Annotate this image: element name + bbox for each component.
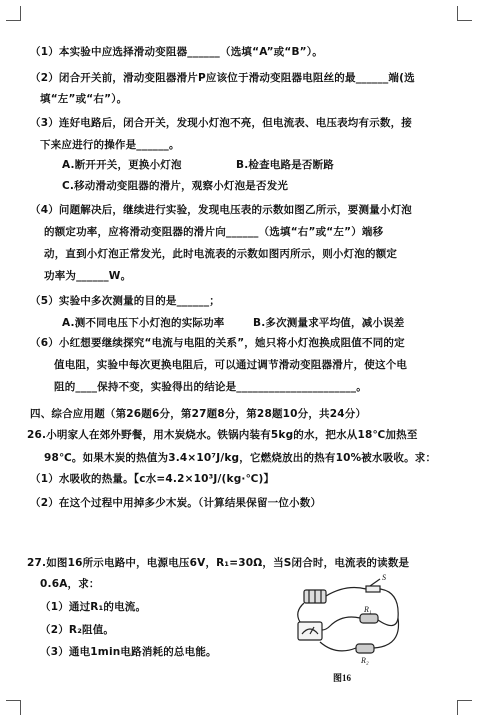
q2-text-cont: 填“左”或“右”）。 [40, 93, 128, 105]
q1-text: （1）本实验中应选择滑动变阻器______（选填“A”或“B”）。 [30, 46, 323, 58]
q26-text: 26.小明家人在郊外野餐，用木炭烧水。铁锅内装有5kg的水，把水从18℃加热至 [27, 429, 418, 441]
q3-option-b: B.检查电路是否断路 [236, 159, 334, 171]
crop-mark-bottom-left [6, 700, 21, 715]
q27-part1: （1）通过R₁的电流。 [40, 601, 147, 613]
q26-part2: （2）在这个过程中用掉多少木炭。（计算结果保留一位小数） [30, 497, 322, 509]
q27-text-cont: 0.6A，求： [40, 578, 100, 590]
q27-part2: （2）R₂阻值。 [40, 624, 115, 636]
q26-part1: （1）水吸收的热量。【c水=4.2×10³J/(kg·℃)】 [30, 473, 275, 485]
switch-icon [366, 586, 380, 592]
q3-text-cont: 下来应进行的操作是______。 [40, 139, 180, 151]
q2-text: （2）闭合开关前，滑动变阻器滑片P应该位于滑动变阻器电阻丝的最______端(选 [30, 72, 415, 84]
q27-part3: （3）通电1min电路消耗的总电能。 [40, 646, 217, 658]
q5-option-a: A.测不同电压下小灯泡的实际功率 [62, 317, 225, 329]
q3-option-c: C.移动滑动变阻器的滑片，观察小灯泡是否发光 [62, 180, 289, 192]
q27-text: 27.如图16所示电路中，电源电压6V，R₁=30Ω，当S闭合时，电流表的读数是 [27, 557, 410, 569]
q6-text: （6）小红想要继续探究“电流与电阻的关系”，她只将小灯泡换成阻值不同的定 [30, 337, 405, 349]
q4-text-cont2: 动，直到小灯泡正常发光，此时电流表的示数如图丙所示，则小灯泡的额定 [44, 248, 398, 260]
section-heading: 四、综合应用题（第26题6分，第27题8分，第28题10分，共24分） [30, 408, 367, 420]
resistor-r1-icon [360, 614, 378, 623]
resistor-r2-icon [356, 644, 374, 653]
circuit-diagram-16 [290, 570, 410, 670]
q4-text-cont1: 的额定功率，应将滑动变阻器的滑片向______（选填“右”或“左”）端移 [44, 226, 384, 238]
q6-text-cont2: 阻的____保持不变，实验得出的结论是______________________。 [54, 381, 367, 393]
q4-text-cont3: 功率为______W。 [44, 270, 132, 282]
switch-label: S [382, 573, 386, 582]
r1-label: R₁ [364, 605, 372, 614]
q4-text: （4）问题解决后，继续进行实验，发现电压表的示数如图乙所示，要测量小灯泡 [30, 204, 413, 216]
ammeter-icon [298, 622, 322, 640]
crop-mark-top-right [457, 6, 472, 21]
q5-text: （5）实验中多次测量的目的是______； [30, 295, 221, 307]
crop-mark-top-left [6, 6, 21, 21]
q26-text-cont: 98℃。如果木炭的热值为3.4×10⁷J/kg，它燃烧放出的热有10%被水吸收。求： [44, 452, 437, 464]
r2-label: R₂ [361, 656, 369, 665]
q5-option-b: B.多次测量求平均值，减小误差 [253, 317, 405, 329]
figure-caption: 图16 [333, 673, 352, 683]
q3-text: （3）连好电路后，闭合开关，发现小灯泡不亮，但电流表、电压表均有示数，接 [30, 117, 413, 129]
crop-mark-bottom-right [457, 700, 472, 715]
q3-option-a: A.断开开关，更换小灯泡 [62, 159, 182, 171]
q6-text-cont1: 值电阻，实验中每次更换电阻后，可以通过调节滑动变阻器滑片，使这个电 [54, 359, 408, 371]
